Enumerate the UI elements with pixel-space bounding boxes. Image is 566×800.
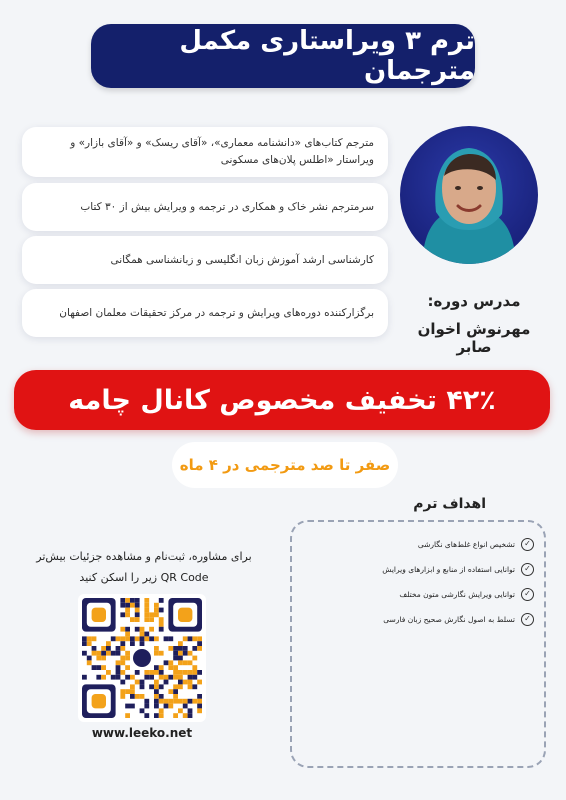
qr-module <box>116 636 121 641</box>
qr-module <box>135 627 140 632</box>
qr-module <box>159 699 164 704</box>
qr-module <box>140 636 145 641</box>
qr-module <box>168 646 173 651</box>
qr-module <box>154 608 159 613</box>
qr-module <box>87 656 92 661</box>
qr-module <box>154 646 159 651</box>
qr-module <box>192 684 197 689</box>
check-icon: ✓ <box>521 563 534 576</box>
qr-module <box>164 636 169 641</box>
qr-module <box>92 636 97 641</box>
qr-module <box>154 670 159 675</box>
qr-module <box>154 713 159 718</box>
qr-module <box>159 694 164 699</box>
qr-module <box>116 665 121 670</box>
qr-module <box>82 636 87 641</box>
credential-card-2 <box>22 183 388 231</box>
qr-module <box>135 670 140 675</box>
qr-module <box>168 660 173 665</box>
course-title: ترم ۳ ویراستاری مکمل مترجمان <box>179 26 475 86</box>
qr-module <box>111 636 116 641</box>
qr-module <box>101 646 106 651</box>
qr-module <box>154 689 159 694</box>
qr-module <box>197 636 202 641</box>
qr-module <box>154 603 159 608</box>
qr-module <box>120 603 125 608</box>
qr-module <box>130 675 135 680</box>
qr-module <box>188 708 193 713</box>
qr-module <box>164 680 169 685</box>
qr-module <box>178 646 183 651</box>
qr-module <box>183 646 188 651</box>
credential-text-2: سرمترجم نشر خاک و همکاری در ترجمه و ویرایش بیش از ۳۰ کتاب <box>80 200 374 213</box>
qr-module <box>192 699 197 704</box>
qr-module <box>183 636 188 641</box>
qr-module <box>144 632 149 637</box>
qr-module <box>82 641 87 646</box>
qr-module <box>154 684 159 689</box>
qr-finder <box>92 694 106 708</box>
qr-module <box>183 704 188 709</box>
qr-module <box>173 670 178 675</box>
qr-module <box>173 699 178 704</box>
qr-code-image <box>82 598 202 718</box>
qr-module <box>116 651 121 656</box>
qr-module <box>168 689 173 694</box>
qr-module <box>178 651 183 656</box>
qr-module <box>188 660 193 665</box>
qr-module <box>82 651 87 656</box>
qr-module <box>135 612 140 617</box>
qr-module <box>120 680 125 685</box>
qr-module <box>92 646 97 651</box>
qr-module <box>149 684 154 689</box>
qr-module <box>125 608 130 613</box>
check-icon: ✓ <box>521 613 534 626</box>
qr-module <box>120 670 125 675</box>
qr-module <box>144 636 149 641</box>
qr-module <box>125 704 130 709</box>
course-title-banner <box>91 24 475 88</box>
qr-module <box>101 675 106 680</box>
qr-module <box>135 680 140 685</box>
qr-module <box>159 684 164 689</box>
course-subtitle-pill <box>172 442 398 488</box>
qr-module <box>96 665 101 670</box>
qr-module <box>120 660 125 665</box>
qr-module <box>144 670 149 675</box>
credential-text-3: کارشناسی ارشد آموزش زبان انگلیسی و زبانشناسی همگانی <box>110 253 374 266</box>
qr-module <box>197 708 202 713</box>
qr-module <box>120 627 125 632</box>
qr-module <box>188 684 193 689</box>
qr-module <box>116 660 121 665</box>
qr-module <box>130 704 135 709</box>
goal-item <box>300 582 534 606</box>
qr-module <box>120 598 125 603</box>
qr-module <box>154 680 159 685</box>
qr-module <box>159 708 164 713</box>
discount-text: ۴۲٪ تخفیف مخصوص کانال چامه <box>68 384 496 416</box>
qr-module <box>197 704 202 709</box>
qr-module <box>192 675 197 680</box>
instructor-role-label: مدرس دوره: <box>427 292 521 310</box>
qr-module <box>130 694 135 699</box>
qr-module <box>164 699 169 704</box>
qr-module <box>197 646 202 651</box>
qr-module <box>120 694 125 699</box>
qr-module <box>135 608 140 613</box>
qr-module <box>164 660 169 665</box>
goal-item <box>300 557 534 581</box>
qr-module <box>101 656 106 661</box>
goals-box <box>290 520 546 768</box>
qr-module <box>144 608 149 613</box>
discount-banner <box>14 370 550 430</box>
qr-module <box>192 665 197 670</box>
qr-module <box>178 660 183 665</box>
qr-module <box>130 603 135 608</box>
qr-module <box>188 651 193 656</box>
qr-module <box>106 646 111 651</box>
qr-code[interactable] <box>78 594 206 722</box>
qr-module <box>111 675 116 680</box>
credential-card-3 <box>22 236 388 284</box>
qr-module <box>96 675 101 680</box>
qr-module <box>168 704 173 709</box>
qr-module <box>197 670 202 675</box>
qr-module <box>140 627 145 632</box>
qr-module <box>149 670 154 675</box>
qr-module <box>130 617 135 622</box>
qr-module <box>125 656 130 661</box>
qr-module <box>188 680 193 685</box>
qr-module <box>140 641 145 646</box>
course-subtitle: صفر تا صد مترجمی در ۴ ماه <box>179 456 391 474</box>
qr-module <box>178 699 183 704</box>
qr-module <box>159 670 164 675</box>
qr-module <box>173 656 178 661</box>
qr-module <box>178 708 183 713</box>
qr-module <box>159 627 164 632</box>
qr-module <box>144 713 149 718</box>
qr-module <box>125 632 130 637</box>
qr-module <box>144 603 149 608</box>
qr-module <box>159 665 164 670</box>
website-url[interactable]: www.leeko.net <box>91 726 193 740</box>
qr-module <box>173 665 178 670</box>
qr-module <box>183 713 188 718</box>
qr-module <box>188 670 193 675</box>
qr-module <box>144 704 149 709</box>
qr-finder <box>178 608 192 622</box>
qr-module <box>159 713 164 718</box>
qr-module <box>125 603 130 608</box>
goal-text: تشخیص انواع غلط‌های نگارشی <box>417 539 515 549</box>
credential-text-4: برگزارکننده دوره‌های ویرایش و ترجمه در مرکز تحقیقات معلمان اصفهان <box>59 306 374 319</box>
qr-module <box>140 694 145 699</box>
qr-module <box>183 699 188 704</box>
qr-module <box>173 646 178 651</box>
registration-cta <box>18 546 270 589</box>
qr-module <box>140 684 145 689</box>
qr-module <box>125 675 130 680</box>
qr-module <box>188 713 193 718</box>
qr-module <box>116 670 121 675</box>
qr-module <box>192 636 197 641</box>
qr-module <box>183 660 188 665</box>
qr-module <box>178 675 183 680</box>
qr-module <box>183 651 188 656</box>
goal-item <box>300 607 534 631</box>
qr-module <box>149 636 154 641</box>
qr-module <box>192 656 197 661</box>
qr-module <box>154 694 159 699</box>
qr-module <box>154 665 159 670</box>
qr-module <box>82 675 87 680</box>
qr-module <box>92 665 97 670</box>
qr-finder <box>92 608 106 622</box>
qr-module <box>183 670 188 675</box>
qr-module <box>96 656 101 661</box>
qr-module <box>168 699 173 704</box>
qr-module <box>135 598 140 603</box>
qr-module <box>183 680 188 685</box>
qr-logo-icon <box>133 649 151 667</box>
qr-module <box>178 670 183 675</box>
qr-module <box>101 665 106 670</box>
qr-module <box>149 675 154 680</box>
qr-module <box>168 636 173 641</box>
qr-module <box>159 622 164 627</box>
qr-module <box>173 713 178 718</box>
check-icon: ✓ <box>521 538 534 551</box>
qr-module <box>125 651 130 656</box>
qr-module <box>154 636 159 641</box>
qr-module <box>125 627 130 632</box>
cta-line-1: برای مشاوره، ثبت‌نام و مشاهده جزئیات بیش‌تر <box>36 550 252 563</box>
qr-module <box>164 675 169 680</box>
goal-text: توانایی ویرایش نگارشی متون مختلف <box>399 589 515 599</box>
qr-module <box>130 641 135 646</box>
qr-module <box>144 675 149 680</box>
qr-module <box>116 675 121 680</box>
qr-module <box>130 598 135 603</box>
qr-module <box>197 699 202 704</box>
qr-module <box>130 636 135 641</box>
qr-module <box>173 651 178 656</box>
qr-module <box>178 684 183 689</box>
qr-module <box>192 646 197 651</box>
qr-module <box>87 636 92 641</box>
qr-module <box>149 612 154 617</box>
qr-module <box>168 665 173 670</box>
qr-module <box>106 670 111 675</box>
cta-line-2: QR Code زیر را اسکن کنید <box>79 571 209 585</box>
qr-module <box>149 617 154 622</box>
qr-module <box>159 617 164 622</box>
qr-module <box>168 675 173 680</box>
qr-module <box>106 651 111 656</box>
qr-module <box>125 665 130 670</box>
qr-module <box>188 675 193 680</box>
qr-module <box>154 612 159 617</box>
credential-text-1: مترجم کتاب‌های «دانشنامه معماری»، «آقای ریسک» و «آقای بازار» و ویراستار «اطلس پلان‌های مسکونی <box>70 137 374 166</box>
qr-module <box>159 598 164 603</box>
qr-module <box>144 612 149 617</box>
qr-module <box>96 651 101 656</box>
qr-module <box>116 646 121 651</box>
qr-module <box>144 699 149 704</box>
qr-module <box>159 608 164 613</box>
qr-module <box>140 632 145 637</box>
goals-heading: اهداف ترم <box>413 496 486 512</box>
qr-module <box>140 680 145 685</box>
qr-module <box>159 651 164 656</box>
qr-module <box>106 641 111 646</box>
qr-module <box>135 603 140 608</box>
qr-module <box>120 641 125 646</box>
qr-module <box>125 713 130 718</box>
qr-module <box>87 660 92 665</box>
qr-module <box>125 612 130 617</box>
qr-module <box>120 646 125 651</box>
qr-module <box>178 641 183 646</box>
qr-module <box>130 684 135 689</box>
qr-module <box>149 627 154 632</box>
qr-module <box>111 651 116 656</box>
qr-module <box>87 641 92 646</box>
credential-card-1 <box>22 127 388 177</box>
qr-module <box>173 675 178 680</box>
qr-module <box>178 680 183 685</box>
qr-module <box>188 636 193 641</box>
qr-module <box>144 598 149 603</box>
instructor-photo <box>400 126 538 264</box>
qr-module <box>120 656 125 661</box>
check-icon: ✓ <box>521 588 534 601</box>
qr-module <box>173 684 178 689</box>
credential-card-4 <box>22 289 388 337</box>
qr-module <box>125 598 130 603</box>
qr-module <box>173 694 178 699</box>
qr-module <box>144 617 149 622</box>
qr-module <box>154 704 159 709</box>
qr-module <box>164 704 169 709</box>
goal-text: توانایی استفاده از منابع و ابزارهای ویرایش <box>382 564 515 574</box>
qr-module <box>173 689 178 694</box>
qr-module <box>192 670 197 675</box>
qr-module <box>120 636 125 641</box>
qr-module <box>130 689 135 694</box>
qr-module <box>120 689 125 694</box>
goal-item <box>300 532 534 556</box>
instructor-name: مهرنوش اخوان صابر <box>417 320 531 356</box>
qr-module <box>125 636 130 641</box>
goal-text: تسلط به اصول نگارش صحیح زبان فارسی <box>383 614 515 624</box>
qr-module <box>92 651 97 656</box>
qr-module <box>188 699 193 704</box>
qr-module <box>135 617 140 622</box>
qr-module <box>197 641 202 646</box>
qr-module <box>178 656 183 661</box>
qr-module <box>154 699 159 704</box>
qr-module <box>159 675 164 680</box>
qr-module <box>135 694 140 699</box>
qr-module <box>135 636 140 641</box>
qr-module <box>140 708 145 713</box>
qr-module <box>197 694 202 699</box>
qr-module <box>125 689 130 694</box>
qr-module <box>154 651 159 656</box>
qr-module <box>101 651 106 656</box>
qr-module <box>120 612 125 617</box>
qr-module <box>197 680 202 685</box>
